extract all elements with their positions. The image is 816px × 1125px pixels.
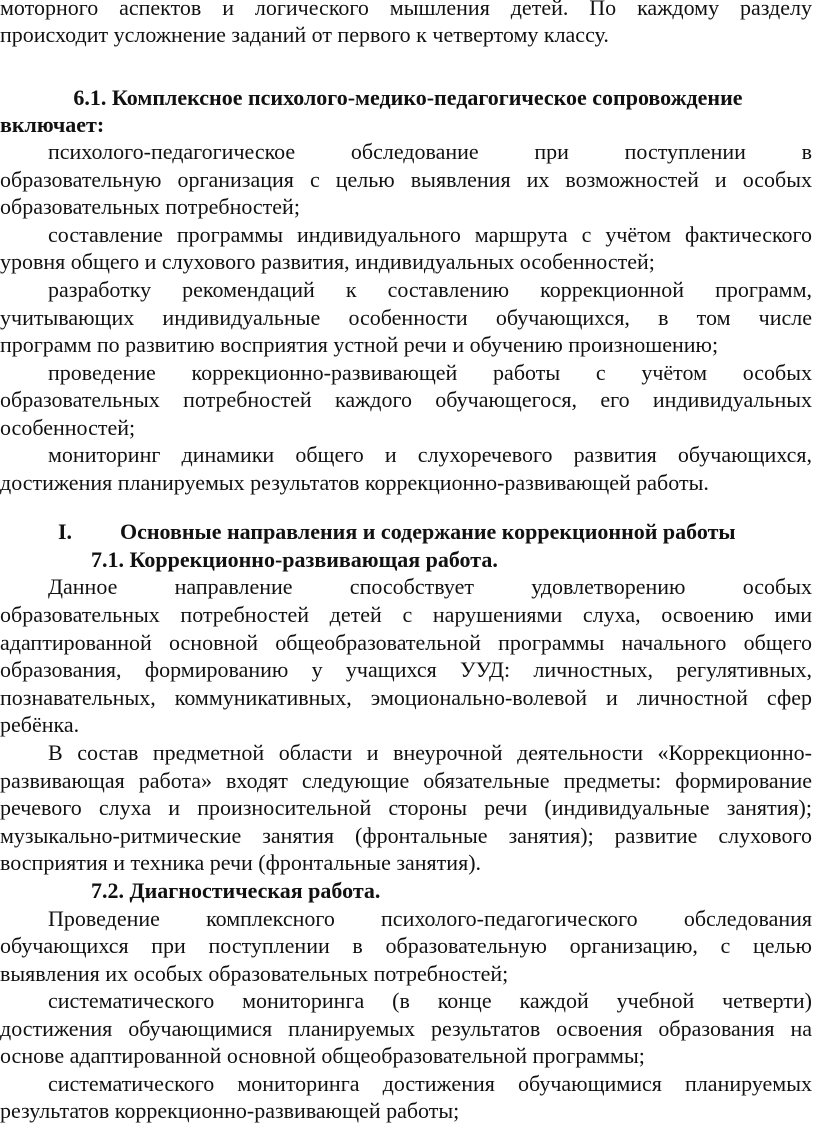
text-line: развивающая работа» входят следующие обязательные предметы: формирование [0, 768, 812, 793]
text-line: восприятия и техника речи (фронтальные занятия). [0, 850, 482, 875]
subsection-heading-7-2: 7.2. Диагностическая работа. [91, 878, 381, 903]
text-line: учитывающих индивидуальные особенности обучающихся, в том числе [0, 305, 812, 330]
section-number: I. [58, 519, 73, 544]
section-title: Основные направления и содержание коррекционной работы [120, 519, 736, 544]
text-line: уровня общего и слухового развития, индивидуальных особенностей; [0, 249, 655, 274]
text-line: ребёнка. [0, 712, 80, 737]
text-line: Данное направление способствует удовлетворению особых [48, 574, 812, 599]
text-line: адаптированной основной общеобразовательной программы начального общего [0, 630, 812, 655]
text-line: В состав предметной области и внеурочной деятельности «Коррекционно- [48, 740, 812, 765]
text-line: программ по развитию восприятия устной речи и обучению произношению; [0, 332, 719, 357]
text-line: обучающихся при поступлении в образовательную организацию, с целью [0, 933, 812, 958]
text-line: речевого слуха и произносительной стороны речи (индивидуальные занятия); [0, 795, 812, 820]
text-line: музыкально-ритмические занятия (фронтальные занятия); развитие слухового [0, 823, 812, 848]
text-line: проведение коррекционно-развивающей работы с учётом особых [48, 360, 812, 385]
text-line: психолого-педагогическое обследование при поступлении в [48, 139, 812, 164]
text-line: выявления их особых образовательных потребностей; [0, 961, 509, 986]
text-line: мониторинг динамики общего и слухоречевого развития обучающихся, [48, 442, 812, 467]
text-line: Проведение комплексного психолого-педагогического обследования [48, 906, 812, 931]
text-line: достижения планируемых результатов коррекционно-развивающей работы. [0, 470, 709, 495]
text-line: образовательных потребностей каждого обучающегося, его индивидуальных [0, 387, 812, 412]
text-line: основе адаптированной основной общеобразовательной программы; [0, 1043, 645, 1068]
text-line: познавательных, коммуникативных, эмоционально-волевой и личностной сфер [0, 685, 812, 710]
subsection-heading-7-1: 7.1. Коррекционно-развивающая работа. [91, 547, 498, 572]
text-line: систематического мониторинга (в конце каждой учебной четверти) [48, 988, 812, 1013]
text-line: особенностей; [0, 415, 136, 440]
text-line: образовательную организация с целью выявления их возможностей и особых [0, 167, 812, 192]
text-line: достижения обучающимися планируемых результатов освоения образования на [0, 1016, 812, 1041]
text-line: моторного аспектов и логического мышления детей. По каждому разделу [0, 0, 812, 20]
text-line: систематического мониторинга достижения обучающимися планируемых [48, 1071, 812, 1096]
text-line: происходит усложнение заданий от первого к четвертому классу. [0, 22, 609, 47]
text-line: результатов коррекционно-развивающей работы; [0, 1098, 460, 1123]
text-line: образования, формированию у учащихся УУД: личностных, регулятивных, [0, 657, 812, 682]
text-line: образовательных потребностей; [0, 194, 300, 219]
text-line: образовательных потребностей детей с нарушениями слуха, освоению ими [0, 602, 812, 627]
text-line: разработку рекомендаций к составлению коррекционной программ, [48, 277, 812, 302]
text-line: составление программы индивидуального маршрута с учётом фактического [48, 222, 812, 247]
section-heading-6-1-continued: включает: [0, 112, 105, 137]
section-heading-I [58, 518, 816, 546]
section-heading-6-1: 6.1. Комплексное психолого-медико-педагогическое сопровождение [73, 85, 743, 110]
